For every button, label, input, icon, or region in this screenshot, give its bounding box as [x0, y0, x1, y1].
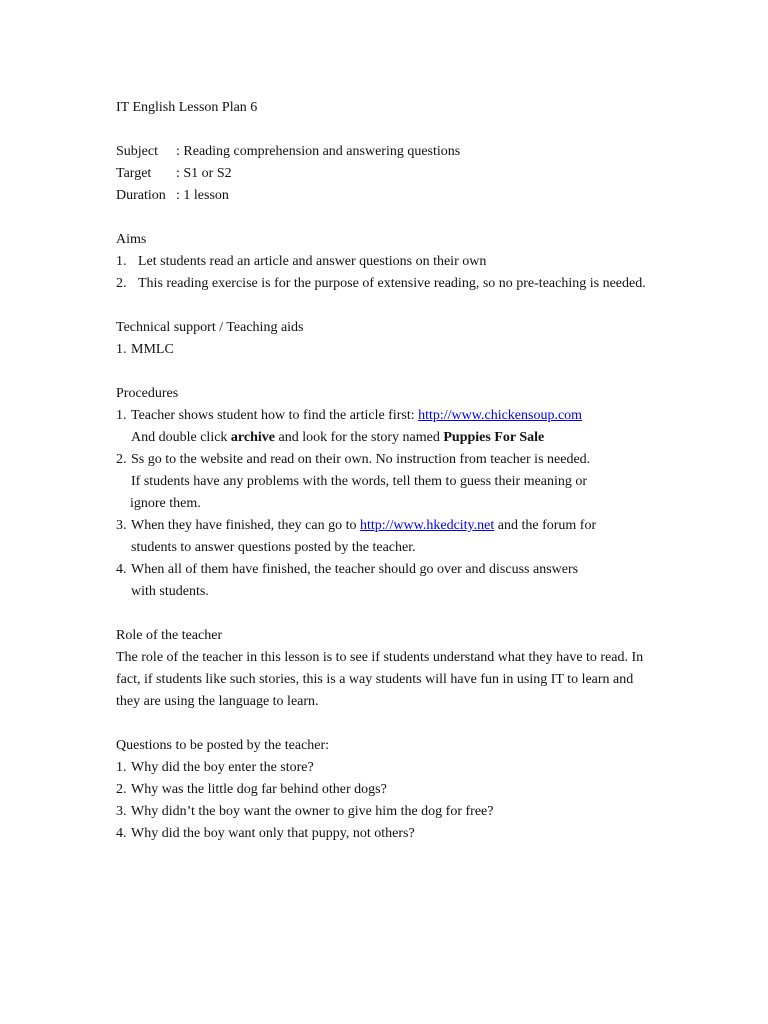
procedure-item	[116, 405, 656, 449]
section-heading: Aims	[116, 232, 147, 247]
lesson-plan	[116, 97, 656, 845]
support-list	[116, 339, 656, 361]
aims-list	[116, 251, 656, 295]
info-label: Target	[116, 166, 152, 181]
list-item	[116, 757, 656, 779]
info-row-duration	[116, 185, 656, 207]
questions-list	[116, 757, 656, 845]
list-text: and look for the story named	[275, 430, 444, 445]
list-text: Why did the boy enter the store?	[131, 760, 314, 775]
procedure-item	[116, 449, 656, 515]
info-row-subject	[116, 141, 656, 163]
list-item	[116, 251, 656, 273]
info-label: Duration	[116, 188, 166, 203]
support-section	[116, 317, 656, 361]
list-number: 1.	[116, 342, 127, 357]
list-item	[116, 339, 656, 361]
info-value: Reading comprehension and answering questions	[183, 144, 461, 159]
list-text: This reading exercise is for the purpose of extensive reading, so no pre-teaching is needed.	[138, 276, 646, 291]
list-text: If students have any problems with the words, tell them to guess their meaning or	[131, 474, 588, 489]
list-number: 1.	[116, 254, 127, 269]
list-number: 2.	[116, 276, 127, 291]
list-text: with students.	[131, 584, 209, 599]
list-item	[116, 801, 656, 823]
list-item	[116, 779, 656, 801]
procedures-section	[116, 383, 656, 603]
info-sep: :	[176, 166, 180, 181]
info-label: Subject	[116, 144, 158, 159]
list-text: Why didn’t the boy want the owner to give him the dog for free?	[131, 804, 494, 819]
list-number: 4.	[116, 826, 127, 841]
list-text: Teacher shows student how to find the article first:	[131, 408, 419, 423]
list-number: 2.	[116, 782, 127, 797]
archive-keyword: archive	[230, 430, 275, 445]
list-text: and the forum for	[494, 518, 597, 533]
doc-title: IT English Lesson Plan 6	[116, 100, 258, 115]
list-text: When they have finished, they can go to	[131, 518, 360, 533]
list-number: 3.	[116, 804, 127, 819]
section-heading: Procedures	[116, 386, 179, 401]
info-block	[116, 141, 656, 207]
list-text: Why was the little dog far behind other dogs?	[131, 782, 387, 797]
list-text: Let students read an article and answer questions on their own	[138, 254, 487, 269]
list-number: 2.	[116, 452, 127, 467]
list-text: ignore them.	[130, 496, 201, 511]
hkedcity-link[interactable]: http://www.hkedcity.net	[359, 518, 495, 533]
info-value: 1 lesson	[183, 188, 229, 203]
list-number: 1.	[116, 760, 127, 775]
questions-section	[116, 735, 656, 845]
list-text: students to answer questions posted by the teacher.	[131, 540, 416, 555]
list-text: When all of them have finished, the teacher should go over and discuss answers	[131, 562, 579, 577]
section-heading: Role of the teacher	[116, 628, 223, 643]
info-value: S1 or S2	[183, 166, 232, 181]
list-item	[116, 273, 656, 295]
list-item	[116, 823, 656, 845]
procedure-item	[116, 559, 656, 603]
section-heading: Technical support / Teaching aids	[116, 320, 304, 335]
info-sep: :	[176, 144, 180, 159]
list-text: Why did the boy want only that puppy, not others?	[131, 826, 415, 841]
list-text: Ss go to the website and read on their own. No instruction from teacher is needed.	[131, 452, 591, 467]
procedures-list	[116, 405, 656, 603]
info-sep: :	[176, 188, 180, 203]
aims-section	[116, 229, 656, 295]
section-heading: Questions to be posted by the teacher:	[116, 738, 330, 753]
role-paragraph: The role of the teacher in this lesson is to see if students understand what they have to read. In fact, if students like such stories, this is a way students will have fun in using IT to learn and they are using the language to learn.	[116, 650, 644, 709]
list-number: 4.	[116, 562, 127, 577]
list-text: MMLC	[131, 342, 174, 357]
story-name: Puppies For Sale	[443, 430, 545, 445]
info-row-target	[116, 163, 656, 185]
list-text: And double click	[131, 430, 231, 445]
list-number: 1.	[116, 408, 127, 423]
list-number: 3.	[116, 518, 127, 533]
procedure-item	[116, 515, 656, 559]
role-section	[116, 625, 656, 713]
chickensoup-link[interactable]: http://www.chickensoup.com	[418, 408, 583, 423]
